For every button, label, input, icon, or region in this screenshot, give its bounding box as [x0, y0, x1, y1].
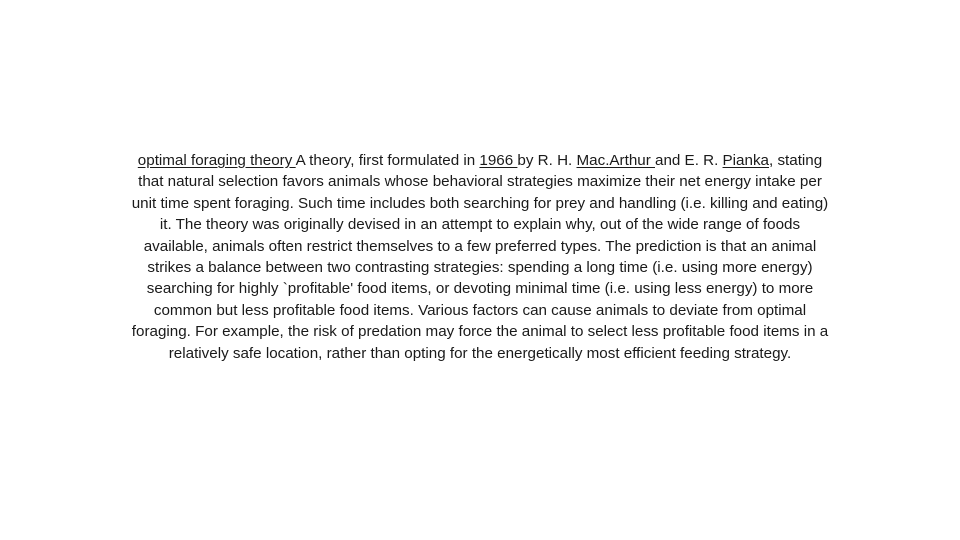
- term-link[interactable]: optimal foraging theory: [137, 152, 296, 169]
- year-link[interactable]: 1966: [479, 152, 518, 169]
- text-segment-1: A theory, first formulated in: [295, 152, 480, 169]
- definition-paragraph: [126, 150, 834, 364]
- text-segment-4: , stating that natural selection favors animals whose behavioral strategies maximize their net energy intake per unit time spent foraging. Such time includes both searching for prey and handling (i.e. killing and eating) it. The theory was originally devised in an attempt to explain why, out of the wide range of foods available, animals often restrict themselves to a few preferred types. The prediction is that an animal strikes a balance between two contrasting strategies: spending a long time (i.e. using more energy) searching for highly `profitable' food items, or devoting minimal time (i.e. using less energy) to more common but less profitable food items. Various factors can cause animals to deviate from optimal foraging. For example, the risk of predation may force the animal to select less profitable food items in a relatively safe location, rather than opting for the energetically most efficient feeding strategy.: [131, 152, 829, 362]
- text-segment-3: and E. R.: [655, 152, 723, 169]
- text-segment-2: by R. H.: [517, 152, 577, 169]
- author-link-pianka[interactable]: Pianka: [722, 152, 769, 169]
- author-link-macarthur[interactable]: Mac.Arthur: [576, 152, 655, 169]
